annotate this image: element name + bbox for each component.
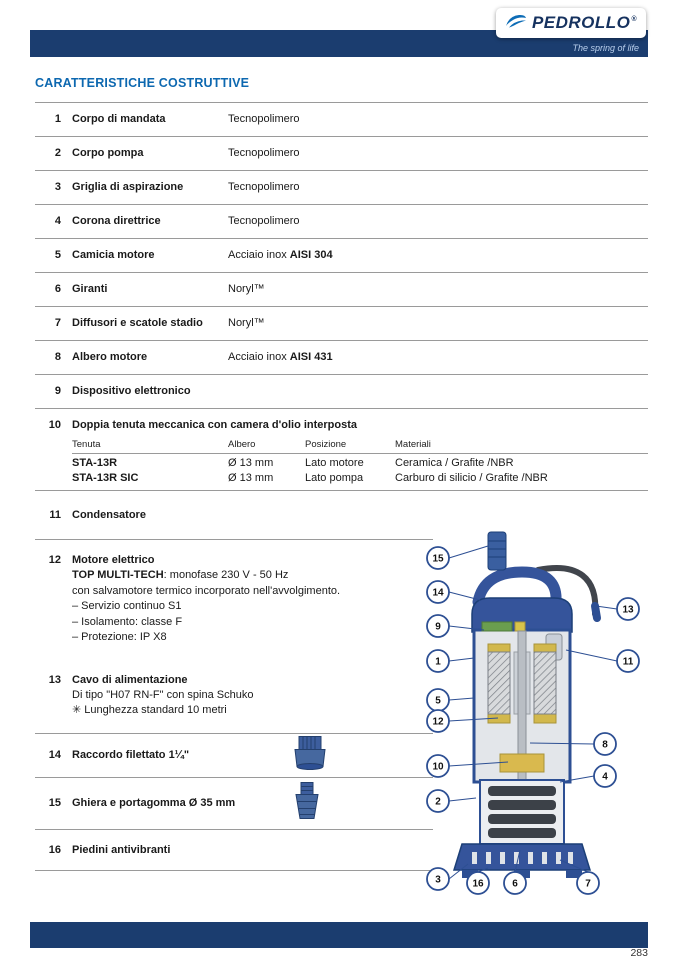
spec-row-11 — [35, 491, 433, 540]
diagram-callout — [427, 547, 449, 569]
seal-table-cell: Carburo di silicio / Grafite /NBR — [395, 472, 548, 484]
item-number: 7 — [54, 317, 61, 329]
item-value: Noryl™ — [228, 317, 265, 329]
diagram-callout — [427, 790, 449, 812]
item-value: Tecnopolimero — [228, 181, 300, 193]
item-number: 15 — [48, 797, 61, 809]
item-label: Griglia di aspirazione — [72, 181, 184, 193]
seal-table-cell: Ceramica / Grafite /NBR — [395, 457, 514, 469]
item-value-bold: AISI 431 — [289, 351, 333, 363]
motor-series-name: TOP MULTI-TECH — [72, 569, 164, 581]
hose-barb-fitting-image — [290, 781, 324, 826]
item-number: 8 — [54, 351, 61, 363]
motor-details — [72, 554, 340, 646]
motor-protection-line: con salvamotore termico incorporato nell'avvolgimento. — [72, 584, 341, 597]
item-number: 10 — [48, 419, 61, 431]
motor-bullet: – Isolamento: classe F — [72, 615, 183, 628]
seal-table-header: Tenuta — [72, 439, 228, 454]
motor-bullet: – Protezione: IP X8 — [72, 631, 167, 643]
svg-text:10: 10 — [432, 761, 444, 773]
spec-row-12-motor — [35, 540, 433, 646]
item-label: Camicia motore — [72, 249, 155, 261]
spec-row-16 — [35, 830, 433, 871]
page-title: CARATTERISTICHE COSTRUTTIVE — [35, 76, 250, 90]
svg-text:9: 9 — [435, 621, 441, 633]
diagram-callout — [427, 615, 449, 637]
item-value — [228, 249, 333, 261]
diagram-callout — [577, 872, 599, 894]
seal-section — [72, 419, 648, 484]
brand-name — [532, 13, 637, 33]
spec-row-10-seals — [35, 409, 648, 491]
diagram-callout — [617, 598, 639, 620]
seal-table-cell: STA-13R — [72, 457, 118, 469]
svg-text:4: 4 — [602, 771, 608, 783]
pedrollo-logo — [496, 8, 646, 38]
spec-row-13-cable — [35, 646, 433, 734]
spec-row-4 — [35, 205, 648, 239]
svg-text:3: 3 — [435, 874, 441, 886]
page-number: 283 — [630, 947, 648, 959]
seal-table-cell: Lato pompa — [305, 472, 364, 484]
pedrollo-swoosh-icon — [505, 13, 527, 34]
seal-table — [72, 439, 648, 484]
item-label: Corpo pompa — [72, 147, 144, 159]
item-label: Diffusori e scatole stadio — [72, 317, 203, 329]
spec-row-1 — [35, 102, 648, 137]
item-number: 9 — [54, 385, 61, 397]
item-value-bold: AISI 304 — [289, 249, 333, 261]
item-label: Cavo di alimentazione — [72, 673, 188, 686]
seal-table-cell: Ø 13 mm — [228, 457, 274, 469]
item-number: 14 — [48, 749, 61, 761]
svg-text:12: 12 — [432, 716, 444, 728]
threaded-fitting-image — [290, 735, 330, 776]
item-label: Ghiera e portagomma Ø 35 mm — [72, 797, 236, 809]
seal-table-cell: STA-13R SIC — [72, 472, 139, 484]
item-value: Tecnopolimero — [228, 147, 300, 159]
diagram-callout — [617, 650, 639, 672]
svg-text:14: 14 — [432, 587, 444, 599]
item-label: Motore elettrico — [72, 554, 155, 566]
diagram-callout — [504, 872, 526, 894]
diagram-callout — [594, 765, 616, 787]
narrow-spec-section — [35, 491, 433, 871]
svg-text:1: 1 — [435, 656, 441, 668]
spec-row-7 — [35, 307, 648, 341]
seal-table-cell: Lato motore — [305, 457, 364, 469]
item-value — [228, 351, 333, 363]
seal-table-cell: Ø 13 mm — [228, 472, 274, 484]
item-label: Condensatore — [72, 509, 146, 521]
svg-text:15: 15 — [432, 553, 444, 565]
item-value: Noryl™ — [228, 283, 265, 295]
item-label: Albero motore — [72, 351, 148, 363]
svg-text:11: 11 — [622, 656, 634, 668]
item-number: 6 — [54, 283, 61, 295]
spec-row-15-hose-fitting — [35, 778, 433, 830]
spec-row-8 — [35, 341, 648, 375]
item-label: Doppia tenuta meccanica con camera d'olio interposta — [72, 419, 358, 431]
diagram-callout — [427, 689, 449, 711]
diagram-callout — [594, 733, 616, 755]
item-number: 3 — [54, 181, 61, 193]
seal-table-header: Materiali — [395, 439, 648, 454]
item-number: 1 — [54, 113, 61, 125]
diagram-callout — [427, 650, 449, 672]
item-value: Tecnopolimero — [228, 215, 300, 227]
diagram-callout — [427, 755, 449, 777]
item-number: 4 — [54, 215, 61, 227]
item-number: 13 — [48, 673, 61, 686]
cable-length-line: ✳ Lunghezza standard 10 metri — [72, 704, 227, 716]
spec-row-2 — [35, 137, 648, 171]
spec-row-9 — [35, 375, 648, 409]
item-label: Giranti — [72, 283, 108, 295]
svg-text:2: 2 — [435, 796, 441, 808]
motor-spec-text: : monofase 230 V - 50 Hz — [163, 569, 289, 581]
item-label: Dispositivo elettronico — [72, 385, 191, 397]
diagram-callout — [427, 710, 449, 732]
seal-table-header: Albero — [228, 439, 305, 454]
item-value-prefix: Acciaio inox — [228, 351, 290, 363]
item-number: 2 — [54, 147, 61, 159]
pump-illustration — [454, 532, 597, 878]
motor-spec-line — [72, 568, 340, 584]
item-number: 5 — [54, 249, 61, 261]
spec-row-6 — [35, 273, 648, 307]
brand-name-text: PEDROLLO — [531, 13, 631, 32]
spec-row-5 — [35, 239, 648, 273]
svg-text:5: 5 — [435, 695, 441, 707]
item-value-prefix: Acciaio inox — [228, 249, 290, 261]
registered-mark: ® — [631, 16, 638, 24]
cable-type-line: Di tipo "H07 RN-F" con spina Schuko — [72, 688, 254, 701]
footer-bar — [30, 922, 648, 948]
diagram-callout — [467, 872, 489, 894]
item-label: Piedini antivibranti — [72, 843, 171, 856]
svg-text:16: 16 — [472, 878, 484, 890]
spec-row-14-fitting — [35, 734, 433, 778]
diagram-callout — [427, 868, 449, 890]
header-bar — [30, 13, 648, 57]
diagram-callout — [427, 581, 449, 603]
pump-cutaway-diagram — [400, 518, 668, 918]
item-label: Corona direttrice — [72, 215, 161, 227]
svg-text:7: 7 — [585, 878, 591, 890]
spec-row-3 — [35, 171, 648, 205]
svg-text:6: 6 — [512, 878, 518, 890]
item-label: Raccordo filettato 1¼" — [72, 749, 190, 761]
item-number: 12 — [48, 554, 61, 566]
item-number: 11 — [49, 509, 61, 521]
item-label: Corpo di mandata — [72, 113, 166, 125]
item-value: Tecnopolimero — [228, 113, 300, 125]
brand-tagline: The spring of life — [572, 43, 639, 53]
item-number: 16 — [48, 843, 61, 856]
cable-details — [72, 674, 253, 719]
svg-text:13: 13 — [622, 604, 634, 616]
motor-bullet: – Servizio continuo S1 — [72, 600, 182, 612]
svg-text:8: 8 — [602, 739, 608, 751]
seal-table-header: Posizione — [305, 439, 395, 454]
